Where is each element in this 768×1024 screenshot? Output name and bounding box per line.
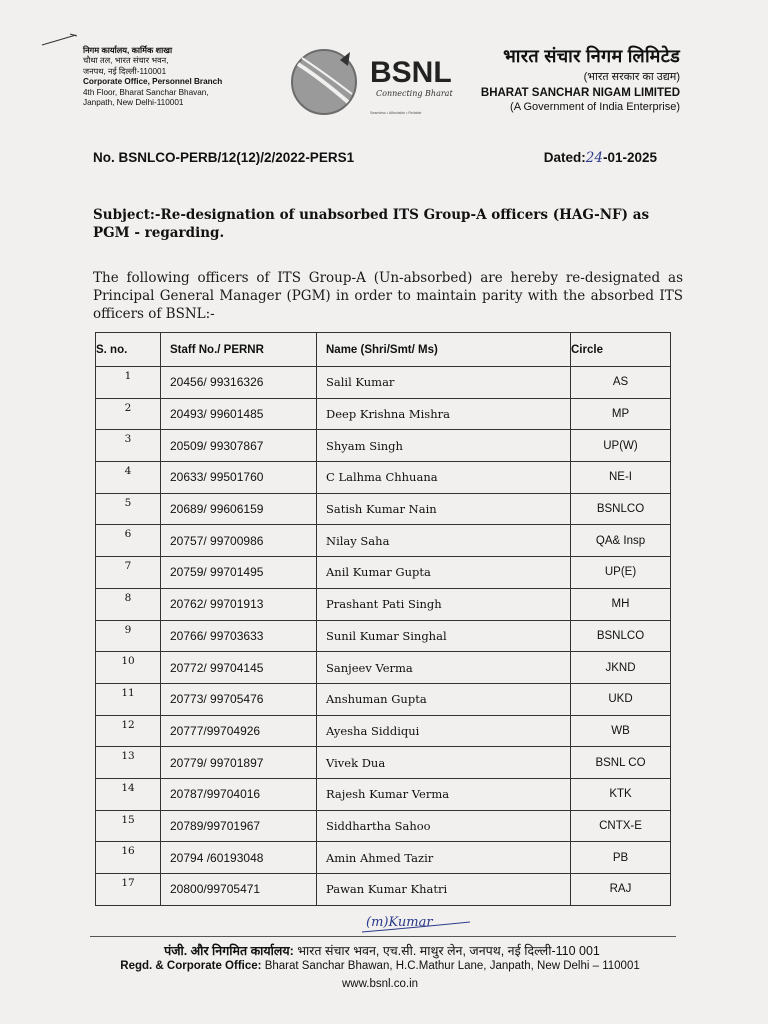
serial-number-cell: 3 <box>96 430 161 462</box>
pen-stroke-mark <box>40 32 80 48</box>
staff-number-cell: 20779/ 99701897 <box>161 747 317 779</box>
reference-line <box>93 150 663 165</box>
company-name-hindi: भारत संचार निगम लिमिटेड <box>503 46 680 66</box>
staff-number-cell: 20757/ 99700986 <box>161 525 317 557</box>
circle-cell: UP(W) <box>571 430 671 462</box>
column-header: Staff No./ PERNR <box>161 333 317 367</box>
staff-number-cell: 20493/ 99601485 <box>161 398 317 430</box>
footer-hindi-address: पंजी. और निगमित कार्यालय: भारत संचार भवन, एच.सी. माथुर लेन, जनपथ, नई दिल्ली-110 001 <box>164 944 600 958</box>
signature <box>360 906 480 936</box>
serial-number-cell: 2 <box>96 398 161 430</box>
circle-cell: BSNL CO <box>571 747 671 779</box>
serial-number-cell: 11 <box>96 683 161 715</box>
table-row <box>96 367 671 399</box>
staff-number-cell: 20456/ 99316326 <box>161 367 317 399</box>
circle-cell: MP <box>571 398 671 430</box>
reference-number: No. BSNLCO-PERB/12(12)/2/2022-PERS1 <box>93 150 355 165</box>
circle-cell: UP(E) <box>571 557 671 589</box>
column-header: Name (Shri/Smt/ Ms) <box>317 333 571 367</box>
officer-name-cell: Rajesh Kumar Verma <box>317 778 571 810</box>
circle-cell: QA& Insp <box>571 525 671 557</box>
company-subtitle-hindi: (भारत सरकार का उद्यम) <box>583 71 680 83</box>
circle-cell: MH <box>571 588 671 620</box>
table-row <box>96 620 671 652</box>
staff-number-cell: 20759/ 99701495 <box>161 557 317 589</box>
address-line: Janpath, New Delhi-110001 <box>83 98 184 108</box>
staff-number-cell: 20777/99704926 <box>161 715 317 747</box>
table-row <box>96 747 671 779</box>
staff-number-cell: 20689/ 99606159 <box>161 493 317 525</box>
circle-cell: PB <box>571 842 671 874</box>
table-row <box>96 398 671 430</box>
officer-name-cell: Sunil Kumar Singhal <box>317 620 571 652</box>
company-name-english: BHARAT SANCHAR NIGAM LIMITED <box>480 87 680 99</box>
serial-number-cell: 6 <box>96 525 161 557</box>
circle-cell: CNTX-E <box>571 810 671 842</box>
address-line: Corporate Office, Personnel Branch <box>83 77 223 87</box>
officer-name-cell: Deep Krishna Mishra <box>317 398 571 430</box>
table-row <box>96 430 671 462</box>
table-row <box>96 462 671 494</box>
officers-table <box>95 332 671 906</box>
column-header: Circle <box>571 333 671 367</box>
footer-website-link[interactable]: www.bsnl.co.in <box>341 978 419 990</box>
address-line: जनपथ, नई दिल्ली-110001 <box>83 66 167 76</box>
circle-cell: UKD <box>571 683 671 715</box>
officer-name-cell: Anil Kumar Gupta <box>317 557 571 589</box>
officer-name-cell: Salil Kumar <box>317 367 571 399</box>
officer-name-cell: Vivek Dua <box>317 747 571 779</box>
subject-line: Subject:-Re-designation of unabsorbed ITS Group-A officers (HAG-NF) as PGM - regarding. <box>93 207 650 241</box>
serial-number-cell: 7 <box>96 557 161 589</box>
officer-name-cell: Prashant Pati Singh <box>317 588 571 620</box>
table-row <box>96 778 671 810</box>
serial-number-cell: 15 <box>96 810 161 842</box>
officer-name-cell: C Lalhma Chhuana <box>317 462 571 494</box>
circle-cell: WB <box>571 715 671 747</box>
table-row <box>96 493 671 525</box>
circle-cell: AS <box>571 367 671 399</box>
document-date: Dated:24-01-2025 <box>543 150 657 166</box>
table-row <box>96 557 671 589</box>
staff-number-cell: 20794 /60193048 <box>161 842 317 874</box>
table-row <box>96 810 671 842</box>
staff-number-cell: 20789/99701967 <box>161 810 317 842</box>
staff-number-cell: 20800/99705471 <box>161 874 317 906</box>
table-row <box>96 842 671 874</box>
table-row <box>96 874 671 906</box>
serial-number-cell: 5 <box>96 493 161 525</box>
logo-small-text: Seamless • Affordable • Reliable <box>370 111 422 115</box>
staff-number-cell: 20762/ 99701913 <box>161 588 317 620</box>
logo-tagline: Connecting Bharat <box>376 89 453 98</box>
serial-number-cell: 8 <box>96 588 161 620</box>
officer-name-cell: Siddhartha Sahoo <box>317 810 571 842</box>
staff-number-cell: 20772/ 99704145 <box>161 652 317 684</box>
officer-name-cell: Anshuman Gupta <box>317 683 571 715</box>
footer-divider <box>90 936 676 937</box>
serial-number-cell: 12 <box>96 715 161 747</box>
bsnl-logo <box>290 44 460 122</box>
officer-name-cell: Satish Kumar Nain <box>317 493 571 525</box>
officer-name-cell: Ayesha Siddiqui <box>317 715 571 747</box>
svg-text:(m)Kumar: (m)Kumar <box>366 915 433 930</box>
circle-cell: KTK <box>571 778 671 810</box>
circle-cell: JKND <box>571 652 671 684</box>
table-row <box>96 715 671 747</box>
serial-number-cell: 17 <box>96 874 161 906</box>
address-line: चौथा तल, भारत संचार भवन, <box>83 56 169 66</box>
table-row <box>96 588 671 620</box>
footer-english-address: Regd. & Corporate Office: Bharat Sanchar Bhawan, H.C.Mathur Lane, Janpath, New Delhi – 110001 <box>120 960 640 972</box>
circle-cell: NE-I <box>571 462 671 494</box>
table-row <box>96 525 671 557</box>
officer-name-cell: Amin Ahmed Tazir <box>317 842 571 874</box>
staff-number-cell: 20787/99704016 <box>161 778 317 810</box>
officer-name-cell: Sanjeev Verma <box>317 652 571 684</box>
circle-cell: BSNLCO <box>571 620 671 652</box>
handwritten-day: 24 <box>585 150 603 166</box>
column-header: S. no. <box>96 333 161 367</box>
serial-number-cell: 9 <box>96 620 161 652</box>
officer-name-cell: Shyam Singh <box>317 430 571 462</box>
table-row <box>96 652 671 684</box>
serial-number-cell: 13 <box>96 747 161 779</box>
staff-number-cell: 20766/ 99703633 <box>161 620 317 652</box>
circle-cell: BSNLCO <box>571 493 671 525</box>
table-body <box>96 367 671 906</box>
circle-cell: RAJ <box>571 874 671 906</box>
company-subtitle-english: (A Government of India Enterprise) <box>510 101 680 113</box>
serial-number-cell: 14 <box>96 778 161 810</box>
logo-wordmark: BSNL <box>370 56 452 89</box>
officer-name-cell: Nilay Saha <box>317 525 571 557</box>
address-line: निगम कार्यालय, कार्मिक शाखा <box>83 46 173 55</box>
serial-number-cell: 4 <box>96 462 161 494</box>
staff-number-cell: 20633/ 99501760 <box>161 462 317 494</box>
staff-number-cell: 20509/ 99307867 <box>161 430 317 462</box>
serial-number-cell: 16 <box>96 842 161 874</box>
serial-number-cell: 10 <box>96 652 161 684</box>
serial-number-cell: 1 <box>96 367 161 399</box>
body-paragraph: The following officers of ITS Group-A (Un-absorbed) are hereby re-designated as Principal General Manager (PGM) in order to maintain parity with the absorbed ITS officers of BSNL:- <box>93 270 683 322</box>
table-header-row <box>96 333 671 367</box>
table-row <box>96 683 671 715</box>
company-name-block <box>470 44 680 113</box>
office-address-block <box>83 46 258 108</box>
address-line: 4th Floor, Bharat Sanchar Bhavan, <box>83 87 209 97</box>
officer-name-cell: Pawan Kumar Khatri <box>317 874 571 906</box>
staff-number-cell: 20773/ 99705476 <box>161 683 317 715</box>
